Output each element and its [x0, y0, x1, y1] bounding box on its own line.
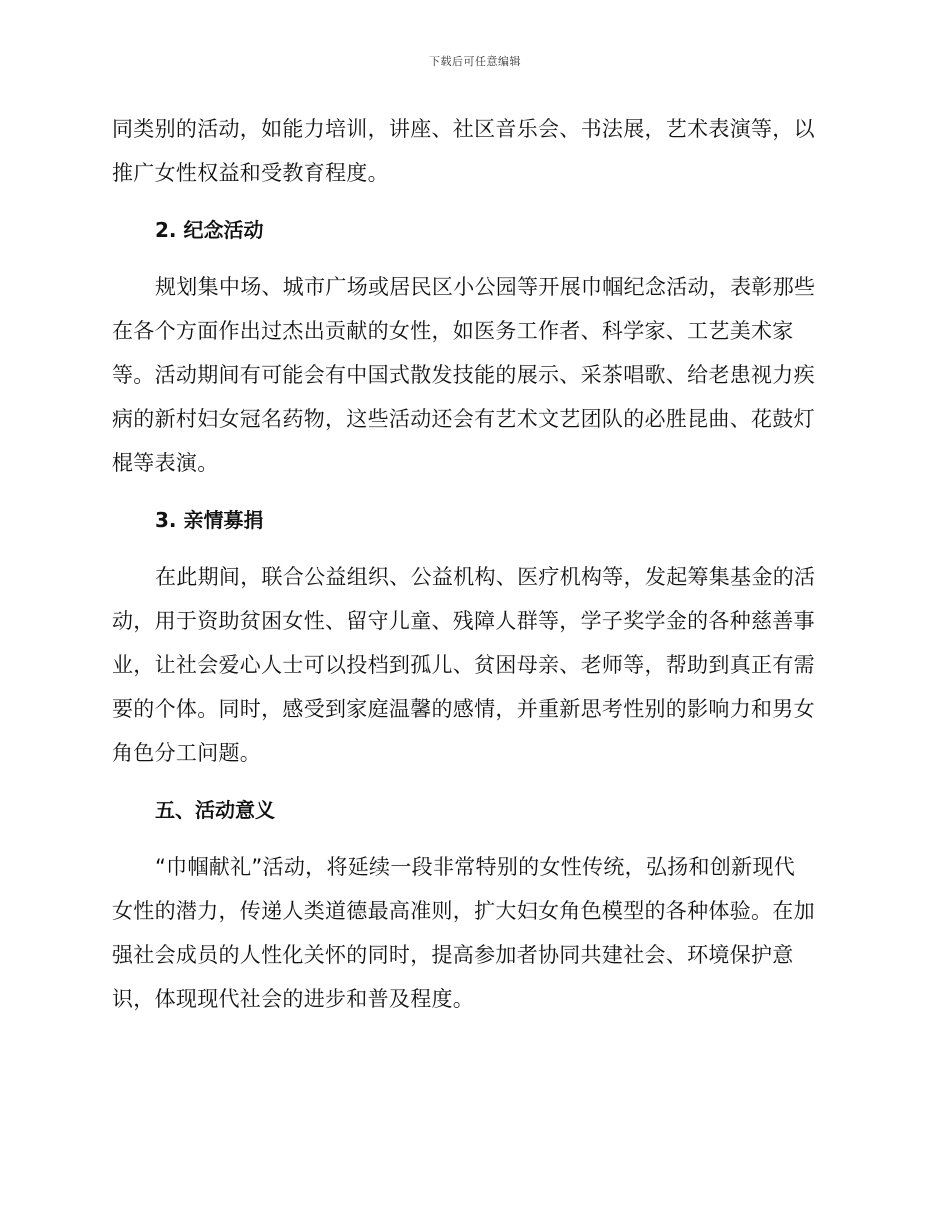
- paragraph-line: 在此期间，联合公益组织、公益机构、医疗机构等，发起筹集基金的活: [155, 565, 816, 589]
- paragraph-line: 推广女性权益和受教育程度。: [112, 161, 389, 185]
- paragraph-line: 业，让社会爱心人士可以投档到孤儿、贫困母亲、老师等，帮助到真正有需: [112, 653, 815, 677]
- paragraph-line: “巾帼献礼”活动，将延续一段非常特别的女性传统，弘扬和创新现代: [155, 855, 796, 879]
- paragraph-line: 病的新村妇女冠名药物，这些活动还会有艺术文艺团队的必胜昆曲、花鼓灯: [112, 407, 815, 431]
- paragraph-line: 强社会成员的人性化关怀的同时，提高参加者协同共建社会、环境保护意: [112, 943, 794, 967]
- paragraph-line: 同类别的活动，如能力培训，讲座、社区音乐会、书法展，艺术表演等，以: [112, 117, 815, 141]
- paragraph-line: 要的个体。同时，感受到家庭温馨的感情，并重新思考性别的影响力和男女: [112, 697, 815, 721]
- paragraph-line: 识，体现现代社会的进步和普及程度。: [112, 987, 475, 1011]
- paragraph-line: 等。活动期间有可能会有中国式散发技能的展示、采茶唱歌、给老患视力疾: [112, 363, 815, 387]
- paragraph-memorial: [112, 265, 834, 485]
- section-heading-significance: 五、活动意义: [155, 798, 275, 822]
- paragraph-line: 角色分工问题。: [112, 741, 262, 765]
- paragraph-line: 女性的潜力，传递人类道德最高准则，扩大妇女角色模型的各种体验。在加: [112, 899, 815, 923]
- paragraph-significance: [112, 845, 834, 1021]
- paragraph-line: 棍等表演。: [112, 451, 219, 475]
- document-body: [112, 107, 834, 1021]
- paragraph-continuation: [112, 107, 834, 195]
- paragraph-donation: [112, 555, 834, 775]
- paragraph-line: 动，用于资助贫困女性、留守儿童、残障人群等，学子奖学金的各种慈善事: [112, 609, 815, 633]
- page-header: 下载后可任意编辑: [429, 55, 521, 68]
- paragraph-line: 规划集中场、城市广场或居民区小公园等开展巾帼纪念活动，表彰那些: [155, 275, 816, 299]
- paragraph-line: 在各个方面作出过杰出贡献的女性，如医务工作者、科学家、工艺美术家: [112, 319, 794, 343]
- section-heading-donation: 3. 亲情募捐: [155, 508, 264, 532]
- section-heading-memorial: 2. 纪念活动: [155, 218, 264, 242]
